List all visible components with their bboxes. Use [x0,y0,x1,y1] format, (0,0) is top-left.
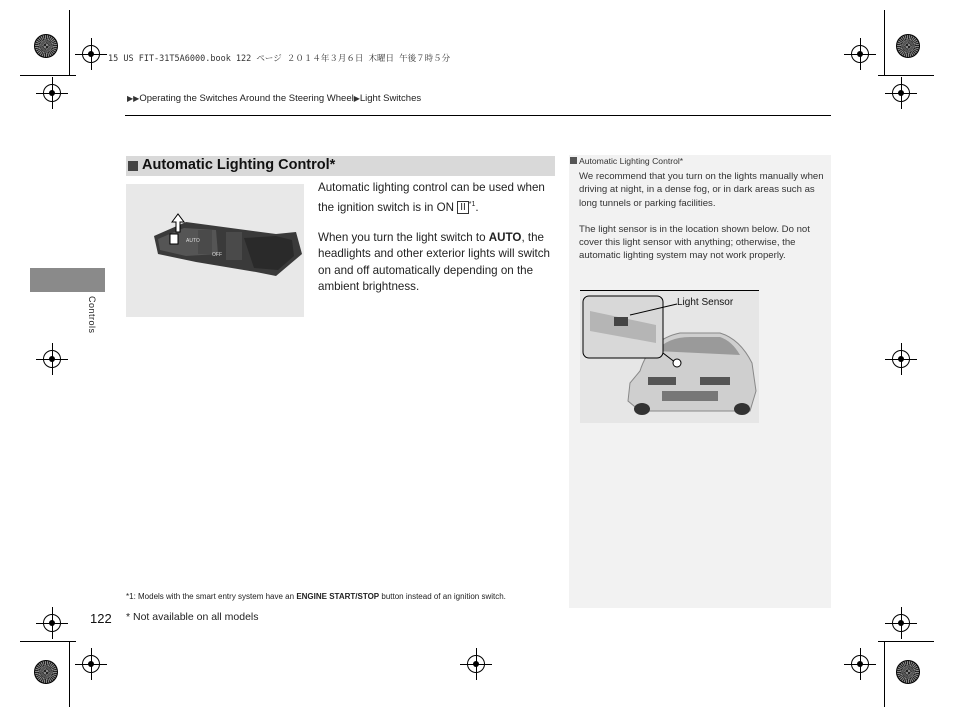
crop-mark [69,10,70,76]
crop-mark [69,641,70,707]
light-sensor-label: Light Sensor [677,297,734,308]
crop-mark [20,641,76,642]
square-bullet-icon [128,161,138,171]
registration-mark-icon [82,655,100,673]
reference-paragraph-sensor: The light sensor is in the location shown below. Do not cover this light sensor with anything; otherwise, the automatic lighting system may not work properly. [579,223,810,262]
breadcrumb-arrow-icon: ▶ [353,94,360,103]
main-body-text [318,180,554,310]
ignition-on-symbol: II [457,201,469,214]
registration-mark-icon [851,45,869,63]
registration-mark-icon [43,84,61,102]
registration-mark-icon [43,614,61,632]
registration-mark-icon [467,655,485,673]
reference-icon [570,157,577,164]
color-rosette-icon [34,34,58,58]
footnote: *1: Models with the smart entry system have an ENGINE START/STOP button instead of an ignition switch. [126,592,506,601]
auto-keyword: AUTO [488,230,522,244]
color-rosette-icon [896,660,920,684]
crop-mark [20,75,76,76]
header-rule [125,115,831,116]
breadcrumb-subsection-link[interactable]: Light Switches [359,93,422,104]
crop-mark [878,641,934,642]
breadcrumb [127,93,421,104]
switch-label-off: OFF [212,252,222,258]
registration-mark-icon [892,614,910,632]
reference-heading: Automatic Lighting Control* [570,156,683,166]
chapter-tab[interactable] [30,268,105,292]
footnote-ref[interactable]: *1 [468,200,476,208]
light-switch-stalk-illustration [126,184,304,317]
registration-mark-icon [43,350,61,368]
section-heading [126,156,555,176]
registration-mark-icon [892,350,910,368]
breadcrumb-arrow-icon: ▶▶ [127,94,140,103]
crop-mark [884,641,885,707]
color-rosette-icon [896,34,920,58]
breadcrumb-section-link[interactable]: Operating the Switches Around the Steering Wheel [139,93,354,104]
reference-paragraph-recommend: We recommend that you turn on the lights manually when driving at night, in a dense fog, or in dark areas such as long tunnels or parking facilities. [579,171,824,209]
reference-body [579,170,825,276]
chapter-tab-label: Controls [87,296,97,334]
color-rosette-icon [34,660,58,684]
registration-mark-icon [851,655,869,673]
registration-mark-icon [82,45,100,63]
crop-mark [884,10,885,76]
section-title: Automatic Lighting Control* [142,157,336,173]
availability-note: * Not available on all models [126,611,259,623]
registration-mark-icon [892,84,910,102]
page-number: 122 [90,611,112,626]
crop-mark [878,75,934,76]
print-file-info: 15 US FIT-31T5A6000.book 122 ページ ２０１４年３月６日 木曜日 午後７時５分 [108,54,451,64]
light-sensor-figure [580,290,759,423]
light-switch-figure [126,184,304,317]
engine-start-stop-keyword: ENGINE START/STOP [296,592,380,601]
switch-label-auto: AUTO [186,238,200,244]
paragraph-auto: When you turn the light switch to AUTO, the headlights and other exterior lights will switch on and off automatically depending on the ambient brightness. [318,230,550,294]
paragraph-ignition: Automatic lighting control can be used when the ignition switch is in ON II $^{*1}$. [318,181,545,214]
car-illustration [580,291,759,423]
